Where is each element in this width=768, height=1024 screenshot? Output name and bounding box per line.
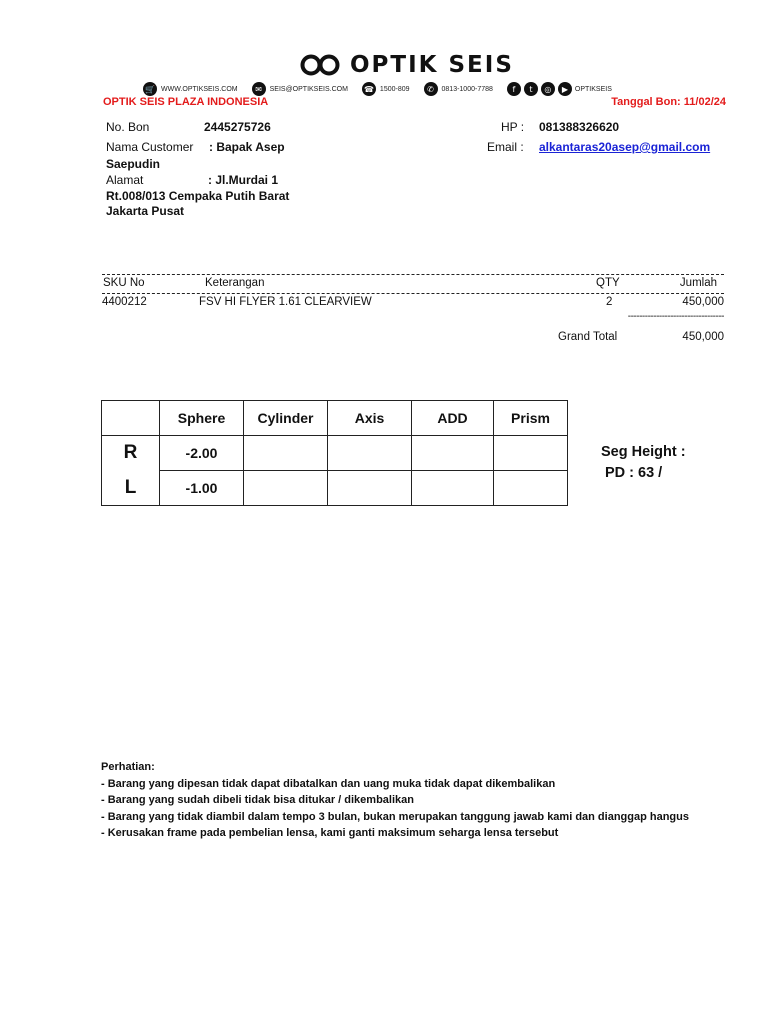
- corner-cell: [102, 401, 160, 436]
- hotline-contact: [362, 82, 410, 96]
- row-qty: 2: [606, 296, 613, 308]
- address-line-1: : Jl.Murdai 1: [208, 173, 279, 187]
- bon-label: No. Bon: [106, 120, 150, 134]
- left-axis: [328, 471, 412, 506]
- whatsapp-icon: ✆: [424, 82, 438, 96]
- header-desc: Keterangan: [205, 277, 265, 289]
- email-label: Email :: [487, 140, 524, 154]
- address-label: Alamat: [106, 173, 144, 187]
- notes-line: - Barang yang sudah dibeli tidak bisa ditukar / dikembalikan: [101, 794, 414, 806]
- hotline-text: 1500-809: [379, 85, 410, 93]
- notes-line: - Barang yang dipesan tidak dapat dibatalkan dan uang muka tidak dapat dikembalikan: [101, 777, 556, 790]
- bon-value: 2445275726: [204, 120, 271, 134]
- right-cylinder: [244, 436, 328, 471]
- subtotal-divider: ----------------------------------: [627, 311, 724, 322]
- pd-label: PD : 63 /: [605, 465, 663, 481]
- left-sphere: -1.00: [160, 471, 244, 506]
- header-prism: Prism: [494, 401, 568, 436]
- header-sphere: Sphere: [160, 401, 244, 436]
- website-text: WWW.OPTIKSEIS.COM: [161, 85, 238, 93]
- phone-icon: ☎: [362, 82, 376, 96]
- email-link[interactable]: alkantaras20asep@gmail.com: [539, 140, 711, 154]
- table-header-divider: [102, 293, 724, 294]
- instagram-icon: ◎: [541, 82, 555, 96]
- customer-name-value-2: Saepudin: [106, 157, 161, 171]
- whatsapp-text: 0813-1000-7788: [441, 85, 493, 93]
- address-line-2: Rt.008/013 Cempaka Putih Barat: [106, 189, 290, 203]
- youtube-icon: ▶: [558, 82, 572, 96]
- brand-logo: [300, 48, 514, 82]
- prescription-header-row: [102, 401, 568, 436]
- notes-line: - Kerusakan frame pada pembelian lensa, kami ganti maksimum seharga lensa tersebut: [101, 827, 559, 839]
- social-contact: [507, 82, 612, 96]
- address-line-3: Jakarta Pusat: [106, 204, 185, 218]
- header-cylinder: Cylinder: [244, 401, 328, 436]
- brand-name: OPTIK SEIS: [350, 52, 514, 78]
- left-prism: [494, 471, 568, 506]
- cart-icon: 🛒: [143, 82, 157, 96]
- prescription-table: [101, 400, 568, 506]
- website-contact: [143, 82, 238, 96]
- glasses-icon: [300, 53, 340, 77]
- email-text: SEIS@OPTIKSEIS.COM: [269, 85, 348, 93]
- header-amount: Jumlah: [679, 277, 717, 289]
- hp-label: HP :: [501, 120, 525, 134]
- customer-name-label: Nama Customer: [106, 140, 194, 154]
- grand-total-label: Grand Total: [558, 331, 618, 343]
- header-sku: SKU No: [103, 277, 145, 289]
- left-add: [412, 471, 494, 506]
- notes-line: - Barang yang tidak diambil dalam tempo 3 bulan, bukan merupakan tanggung jawab kami dan dianggap hangus: [101, 810, 689, 823]
- header-add: ADD: [412, 401, 494, 436]
- social-handle-text: OPTIKSEIS: [574, 85, 612, 93]
- header-axis: Axis: [328, 401, 412, 436]
- prescription-row-right: [102, 436, 568, 471]
- row-desc: FSV HI FLYER 1.61 CLEARVIEW: [199, 296, 372, 308]
- grand-total-value: 450,000: [682, 331, 724, 343]
- twitter-icon: t: [524, 82, 538, 96]
- right-sphere: -2.00: [160, 436, 244, 471]
- row-sku: 4400212: [102, 296, 147, 308]
- notes-title: Perhatian:: [101, 761, 155, 773]
- prescription-row-left: [102, 471, 568, 506]
- hp-value: 081388326620: [539, 120, 620, 134]
- whatsapp-contact: [424, 82, 493, 96]
- header-qty: QTY: [596, 277, 620, 289]
- email-contact: [252, 82, 348, 96]
- seg-height-label: Seg Height :: [601, 444, 686, 460]
- mail-icon: ✉: [252, 82, 266, 96]
- eye-right: R: [102, 436, 160, 471]
- receipt-date: Tanggal Bon: 11/02/24: [611, 96, 726, 108]
- left-cylinder: [244, 471, 328, 506]
- facebook-icon: f: [507, 82, 521, 96]
- store-name: OPTIK SEIS PLAZA INDONESIA: [103, 96, 269, 108]
- right-prism: [494, 436, 568, 471]
- customer-name-value: : Bapak Asep: [209, 140, 285, 154]
- terms-notes: [101, 759, 741, 842]
- eye-left: L: [102, 471, 160, 506]
- right-axis: [328, 436, 412, 471]
- table-top-divider: [102, 274, 724, 275]
- right-add: [412, 436, 494, 471]
- row-amount: 450,000: [682, 296, 724, 308]
